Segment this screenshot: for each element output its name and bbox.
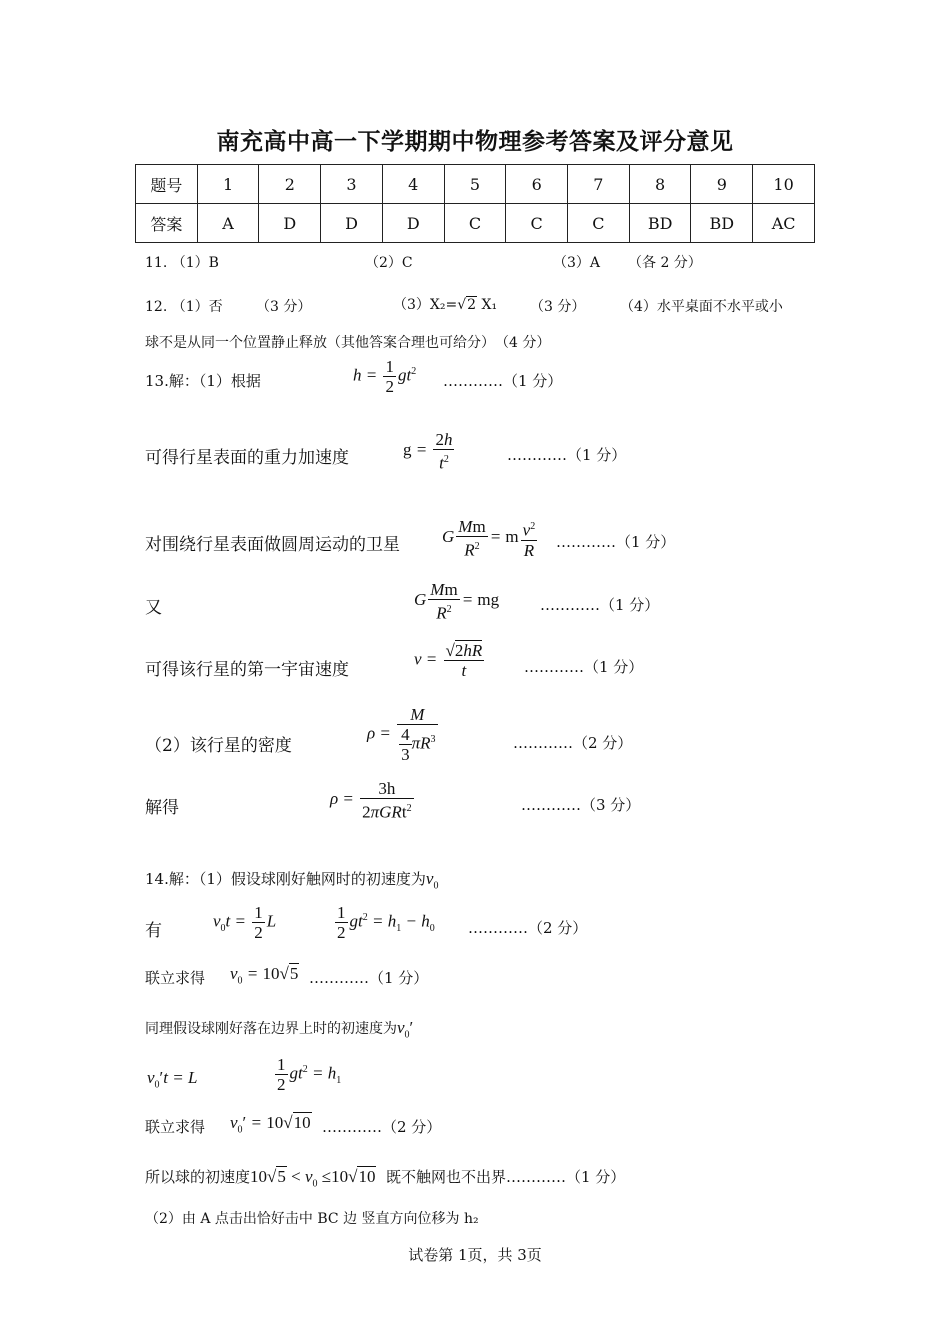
q13-score2: …………（1 分） [507,446,627,464]
formula-velocity: v = $\frac{√2hR}{t}$ [414,641,483,680]
q11-part3: （3）A [553,255,601,271]
table-cell: BD [691,204,753,243]
formula-density-result: ρ = $\frac{3h}{2\pi GRt^2}$ [330,779,412,822]
q13-line7: 解得 [145,798,179,818]
q12-score3: （3 分） [530,299,586,315]
table-cell: 4 [382,165,444,204]
q13-line4: 又 [145,598,162,618]
q12-part4: （4）水平桌面不水平或小 [620,299,783,315]
table-cell: C [444,204,506,243]
formula-horizontal: $v_0t$ = $\frac{1}{2}$ L [213,903,277,942]
answer-table [135,164,815,243]
q14-line7-prefix: 所以球的初速度 [145,1168,251,1186]
table-row-answers [136,204,815,243]
q12-part3-tail: X₁ [477,297,498,313]
formula-density: ρ = M $\frac{4}{3}$ $\pi R^3$ [367,705,436,764]
table-cell: 9 [691,165,753,204]
table-cell: 6 [506,165,568,204]
q11-part1: 11. （1）B [145,255,219,271]
table-cell: D [259,204,321,243]
symbol-v0: $v_0$ [425,869,439,892]
q12-part1: 12. （1）否 [145,299,223,315]
page-footer: 试卷第 1页，共 3页 [408,1246,542,1264]
q13-score3: …………（1 分） [556,533,676,551]
q14-line7-suffix: 既不触网也不出界…………（1 分） [385,1168,626,1186]
table-cell: 7 [568,165,630,204]
q14-line4-text: 同理假设球刚好落在边界上时的初速度为 [145,1021,397,1037]
table-cell: 1 [197,165,259,204]
table-cell: D [382,204,444,243]
formula-gravity: G $\frac{Mm}{R^2}$ = mg [414,580,500,623]
q14-line7 [145,1166,625,1189]
q13-intro: 13.解：（1）根据 [145,372,261,390]
q14-line2: 有 [145,921,162,941]
formula-g: g = $\frac{2h}{t^2}$ [403,430,453,473]
q12-line2: 球不是从同一个位置静止释放（其他答案合理也可给分） （4 分） [145,335,551,351]
table-cell: C [568,204,630,243]
q11-part2: （2）C [365,255,413,271]
q13-line2: 可得行星表面的重力加速度 [145,448,349,468]
q14-line6: 联立求得 [145,1118,206,1136]
q13-score1: …………（1 分） [443,372,563,390]
table-cell: C [506,204,568,243]
q11-score: （各 2 分） [628,255,702,271]
q14-score2: …………（2 分） [468,919,588,937]
table-cell: BD [629,204,691,243]
q13-score7: …………（3 分） [521,796,641,814]
formula-v0-result: $v_0 = 10√5$ [230,964,299,987]
table-cell: 5 [444,165,506,204]
q12-score1: （3 分） [256,299,312,315]
q14-intro [145,868,438,891]
q14-line3: 联立求得 [145,969,206,987]
q13-line5: 可得该行星的第一宇宙速度 [145,660,349,680]
q14-line8: （2）由 A 点击出恰好击中 BC 边 竖直方向位移为 h₂ [145,1211,479,1227]
formula-vertical-2: $\frac{1}{2}$ $gt^2 = h_1$ [277,1055,342,1094]
formula-v0-prime-result: $v_0' = 10√10$ [230,1113,311,1136]
formula-h: h = $\frac{1}{2}$ $gt^2$ [353,357,417,396]
table-header-cell: 答案 [136,204,198,243]
table-row-numbers [136,165,815,204]
formula-vertical: $\frac{1}{2}$ $gt^2 = h_1 - h_0$ [337,903,435,942]
q13-line6: （2）该行星的密度 [145,736,292,756]
symbol-v0-prime: $v_0'$ [397,1018,414,1041]
table-cell: A [197,204,259,243]
formula-horizontal-2: $v_0't = L$ [147,1068,198,1091]
table-cell: 10 [753,165,815,204]
q13-score6: …………（2 分） [513,734,633,752]
table-header-cell: 题号 [136,165,198,204]
formula-range: $10√5 < v_0 \le 10√10$ [250,1167,376,1190]
q12-part3-label: （3）X₂= [393,297,458,313]
page-title: 南充高中高一下学期期中物理参考答案及评分意见 [216,129,734,155]
q13-line3: 对围绕行星表面做圆周运动的卫星 [145,535,400,555]
q14-line4 [145,1018,413,1040]
formula-centripetal: G $\frac{Mm}{R^2}$ = m $\frac{v^2}{R}$ [442,517,536,560]
table-cell: 8 [629,165,691,204]
q14-score3: …………（1 分） [309,969,429,987]
table-cell: 3 [321,165,383,204]
sqrt-symbol: √2 [457,297,477,313]
table-cell: AC [753,204,815,243]
table-cell: D [321,204,383,243]
table-cell: 2 [259,165,321,204]
q14-intro-text: 14.解：（1）假设球刚好触网时的初速度为 [145,870,426,888]
q13-score4: …………（1 分） [540,596,660,614]
q14-score6: …………（2 分） [322,1118,442,1136]
q12-part3 [393,294,497,314]
q13-score5: …………（1 分） [524,658,644,676]
